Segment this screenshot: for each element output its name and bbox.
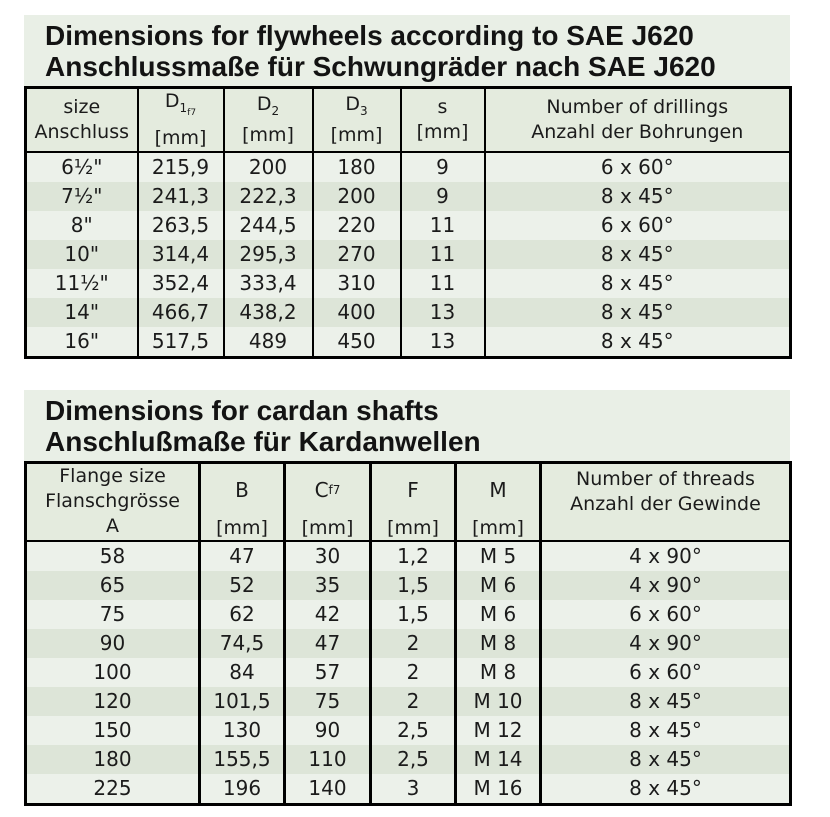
column-header-d3 (313, 88, 401, 152)
flywheel-table-head (26, 88, 791, 152)
header-line: Anzahl der Bohrungen (531, 120, 744, 143)
table-cell: 11½" (54, 271, 109, 296)
cardan-title-de: Anschlußmaße für Kardanwellen (45, 425, 481, 457)
table-cell: 196 (200, 774, 285, 805)
column-header-s (401, 88, 485, 152)
symbol-line (225, 92, 312, 124)
table-cell: 8" (70, 213, 93, 238)
table-cell: 101,5 (200, 687, 285, 716)
table-cell: 57 (285, 658, 371, 687)
header-line: Number of threads (576, 467, 755, 490)
table-cell: 310 (313, 269, 401, 298)
table-cell: 8 x 45° (541, 745, 791, 774)
section-cardan (24, 390, 790, 806)
table-cell: 400 (313, 298, 401, 327)
table-cell: 8 x 45° (485, 182, 791, 211)
table-cell: 295,3 (224, 240, 313, 269)
table-cell: M 6 (456, 600, 541, 629)
table-cell: 58 (99, 544, 126, 569)
cardan-title-band (24, 390, 790, 461)
table-cell: 100 (93, 660, 132, 685)
unit-label: [mm] (216, 516, 268, 539)
table-cell: 225 (93, 776, 132, 801)
column-header-flange-size (26, 462, 200, 541)
table-cell: 4 x 90° (541, 571, 791, 600)
table-cell: 263,5 (138, 211, 224, 240)
header-line: Flanschgrösse (45, 490, 180, 513)
table-cell: 2,5 (371, 716, 456, 745)
header-line: Flange size (59, 465, 166, 488)
header-line: A (106, 515, 119, 538)
table-cell: 62 (200, 600, 285, 629)
table-cell: 6 x 60° (485, 211, 791, 240)
table-cell: 8 x 45° (541, 687, 791, 716)
table-cell: 13 (401, 298, 485, 327)
table-cell: 2,5 (371, 745, 456, 774)
table-row (26, 571, 791, 600)
table-cell: 333,4 (224, 269, 313, 298)
table-cell: 35 (285, 571, 371, 600)
table-cell: 1,5 (371, 600, 456, 629)
cardan-table-head (26, 462, 791, 541)
symbol-base: F (407, 477, 419, 502)
table-cell: 84 (200, 658, 285, 687)
table-cell: 241,3 (138, 182, 224, 211)
table-row (26, 269, 791, 298)
header-line: Anschluss (34, 120, 130, 143)
table-cell: 65 (99, 573, 126, 598)
header-line: size (63, 95, 101, 118)
table-cell: 3 (371, 774, 456, 805)
column-header-drillings (485, 88, 791, 152)
table-cell: M 8 (456, 629, 541, 658)
table-row (26, 716, 791, 745)
header-stack (372, 464, 454, 540)
table-cell: 42 (285, 600, 371, 629)
symbol-base: D (164, 90, 180, 112)
table-cell: 2 (371, 687, 456, 716)
symbol-base: B (235, 477, 249, 502)
symbol-sub: f7 (328, 482, 341, 497)
table-cell: 8 x 45° (485, 327, 791, 358)
table-cell: 7½" (61, 184, 103, 209)
header-stack (286, 464, 369, 540)
table-cell: 517,5 (138, 327, 224, 358)
unit-label: [mm] (330, 124, 383, 147)
header-row (26, 462, 791, 541)
table-row (26, 658, 791, 687)
table-cell: 9 (401, 152, 485, 182)
table-cell: 47 (285, 629, 371, 658)
table-cell: M 8 (456, 658, 541, 687)
column-header-f (371, 462, 456, 541)
symbol-line (201, 464, 283, 516)
cardan-table-body (26, 541, 791, 805)
table-cell: M 14 (456, 745, 541, 774)
table-row (26, 298, 791, 327)
column-header-m (456, 462, 541, 541)
unit-label: [mm] (154, 126, 207, 149)
table-cell: 30 (285, 541, 371, 571)
table-cell: M 16 (456, 774, 541, 805)
table-cell: 11 (401, 269, 485, 298)
table-cell: 1,2 (371, 541, 456, 571)
column-header-cf7 (285, 462, 371, 541)
table-cell: 489 (224, 327, 313, 358)
column-header-d2 (224, 88, 313, 152)
table-cell: 1,5 (371, 571, 456, 600)
table-cell: 200 (313, 182, 401, 211)
symbol-line (314, 92, 400, 124)
symbol-line (139, 89, 223, 126)
unit-label: [mm] (472, 516, 524, 539)
flywheel-title-band (24, 15, 790, 86)
table-cell: 222,3 (224, 182, 313, 211)
symbol-base: M (489, 477, 507, 502)
table-cell: M 5 (456, 541, 541, 571)
flywheel-table (24, 86, 792, 359)
cardan-table (24, 461, 792, 806)
table-cell: 14" (64, 300, 100, 325)
table-cell: 110 (285, 745, 371, 774)
table-cell: M 6 (456, 571, 541, 600)
symbol-line (286, 464, 369, 516)
header-stack (457, 464, 539, 540)
table-cell: 13 (401, 327, 485, 358)
symbol-sub: 2 (271, 103, 280, 118)
section-flywheels (24, 15, 790, 359)
unit-label: [mm] (242, 124, 294, 147)
symbol-line (457, 464, 539, 516)
header-row (26, 88, 791, 152)
table-cell: 74,5 (200, 629, 285, 658)
table-cell: 200 (224, 152, 313, 182)
table-cell: 90 (99, 631, 126, 656)
symbol-subsub: f7 (187, 107, 197, 118)
column-header-d1f7 (138, 88, 224, 152)
table-row (26, 745, 791, 774)
header-lines (542, 464, 789, 517)
table-row (26, 541, 791, 571)
table-row (26, 240, 791, 269)
table-cell: 16" (64, 329, 100, 354)
table-cell: 450 (313, 327, 401, 358)
table-cell: 6½" (61, 155, 103, 180)
table-cell: 6 x 60° (541, 658, 791, 687)
table-cell: 352,4 (138, 269, 224, 298)
symbol-sub: 3 (360, 103, 368, 118)
table-row (26, 687, 791, 716)
flywheel-table-body (26, 152, 791, 358)
table-cell: 8 x 45° (485, 269, 791, 298)
table-cell: 120 (93, 689, 132, 714)
table-cell: 314,4 (138, 240, 224, 269)
cardan-title-en: Dimensions for cardan shafts (45, 394, 439, 426)
table-cell: 8 x 45° (485, 298, 791, 327)
table-cell: 9 (401, 182, 485, 211)
table-row (26, 774, 791, 805)
table-cell: 11 (401, 240, 485, 269)
table-row (26, 152, 791, 182)
table-cell: 150 (93, 718, 132, 743)
table-cell: M 12 (456, 716, 541, 745)
header-line: Anzahl der Gewinde (570, 492, 761, 515)
table-cell: 6 x 60° (485, 152, 791, 182)
table-cell: 140 (285, 774, 371, 805)
table-cell: 10" (64, 242, 100, 267)
table-cell: 130 (200, 716, 285, 745)
table-cell: 90 (285, 716, 371, 745)
table-cell: 11 (401, 211, 485, 240)
table-cell: 52 (200, 571, 285, 600)
table-cell: 180 (313, 152, 401, 182)
header-stack (201, 464, 283, 540)
table-cell: 155,5 (200, 745, 285, 774)
table-cell: 75 (285, 687, 371, 716)
table-cell: 180 (93, 747, 132, 772)
symbol-base: D (256, 92, 272, 115)
table-cell: M 10 (456, 687, 541, 716)
flywheel-title-en: Dimensions for flywheels according to SAE J620 (45, 20, 694, 51)
symbol-line: s (437, 95, 448, 118)
table-cell: 47 (200, 541, 285, 571)
table-cell: 466,7 (138, 298, 224, 327)
table-cell: 4 x 90° (541, 541, 791, 571)
symbol-sub: 1 (179, 100, 188, 115)
header-line: Number of drillings (546, 95, 729, 118)
table-row (26, 600, 791, 629)
table-cell: 215,9 (138, 152, 224, 182)
table-cell: 244,5 (224, 211, 313, 240)
table-cell: 6 x 60° (541, 600, 791, 629)
unit-label: [mm] (416, 120, 469, 143)
symbol-base: C (314, 477, 329, 502)
table-cell: 4 x 90° (541, 629, 791, 658)
column-header-size (26, 88, 138, 152)
unit-label: [mm] (301, 516, 354, 539)
column-header-b (200, 462, 285, 541)
symbol-line (372, 464, 454, 516)
flywheel-title-de: Anschlussmaße für Schwungräder nach SAE J620 (45, 51, 716, 82)
table-cell: 75 (99, 602, 126, 627)
table-row (26, 327, 791, 358)
table-cell: 8 x 45° (485, 240, 791, 269)
table-cell: 220 (313, 211, 401, 240)
table-row (26, 629, 791, 658)
table-cell: 8 x 45° (541, 716, 791, 745)
table-cell: 270 (313, 240, 401, 269)
table-cell: 2 (371, 629, 456, 658)
table-cell: 438,2 (224, 298, 313, 327)
table-row (26, 182, 791, 211)
table-cell: 2 (371, 658, 456, 687)
symbol-base: D (345, 92, 360, 115)
symbol-subscript (179, 100, 197, 118)
table-cell: 8 x 45° (541, 774, 791, 805)
unit-label: [mm] (387, 516, 439, 539)
column-header-threads (541, 462, 791, 541)
table-row (26, 211, 791, 240)
